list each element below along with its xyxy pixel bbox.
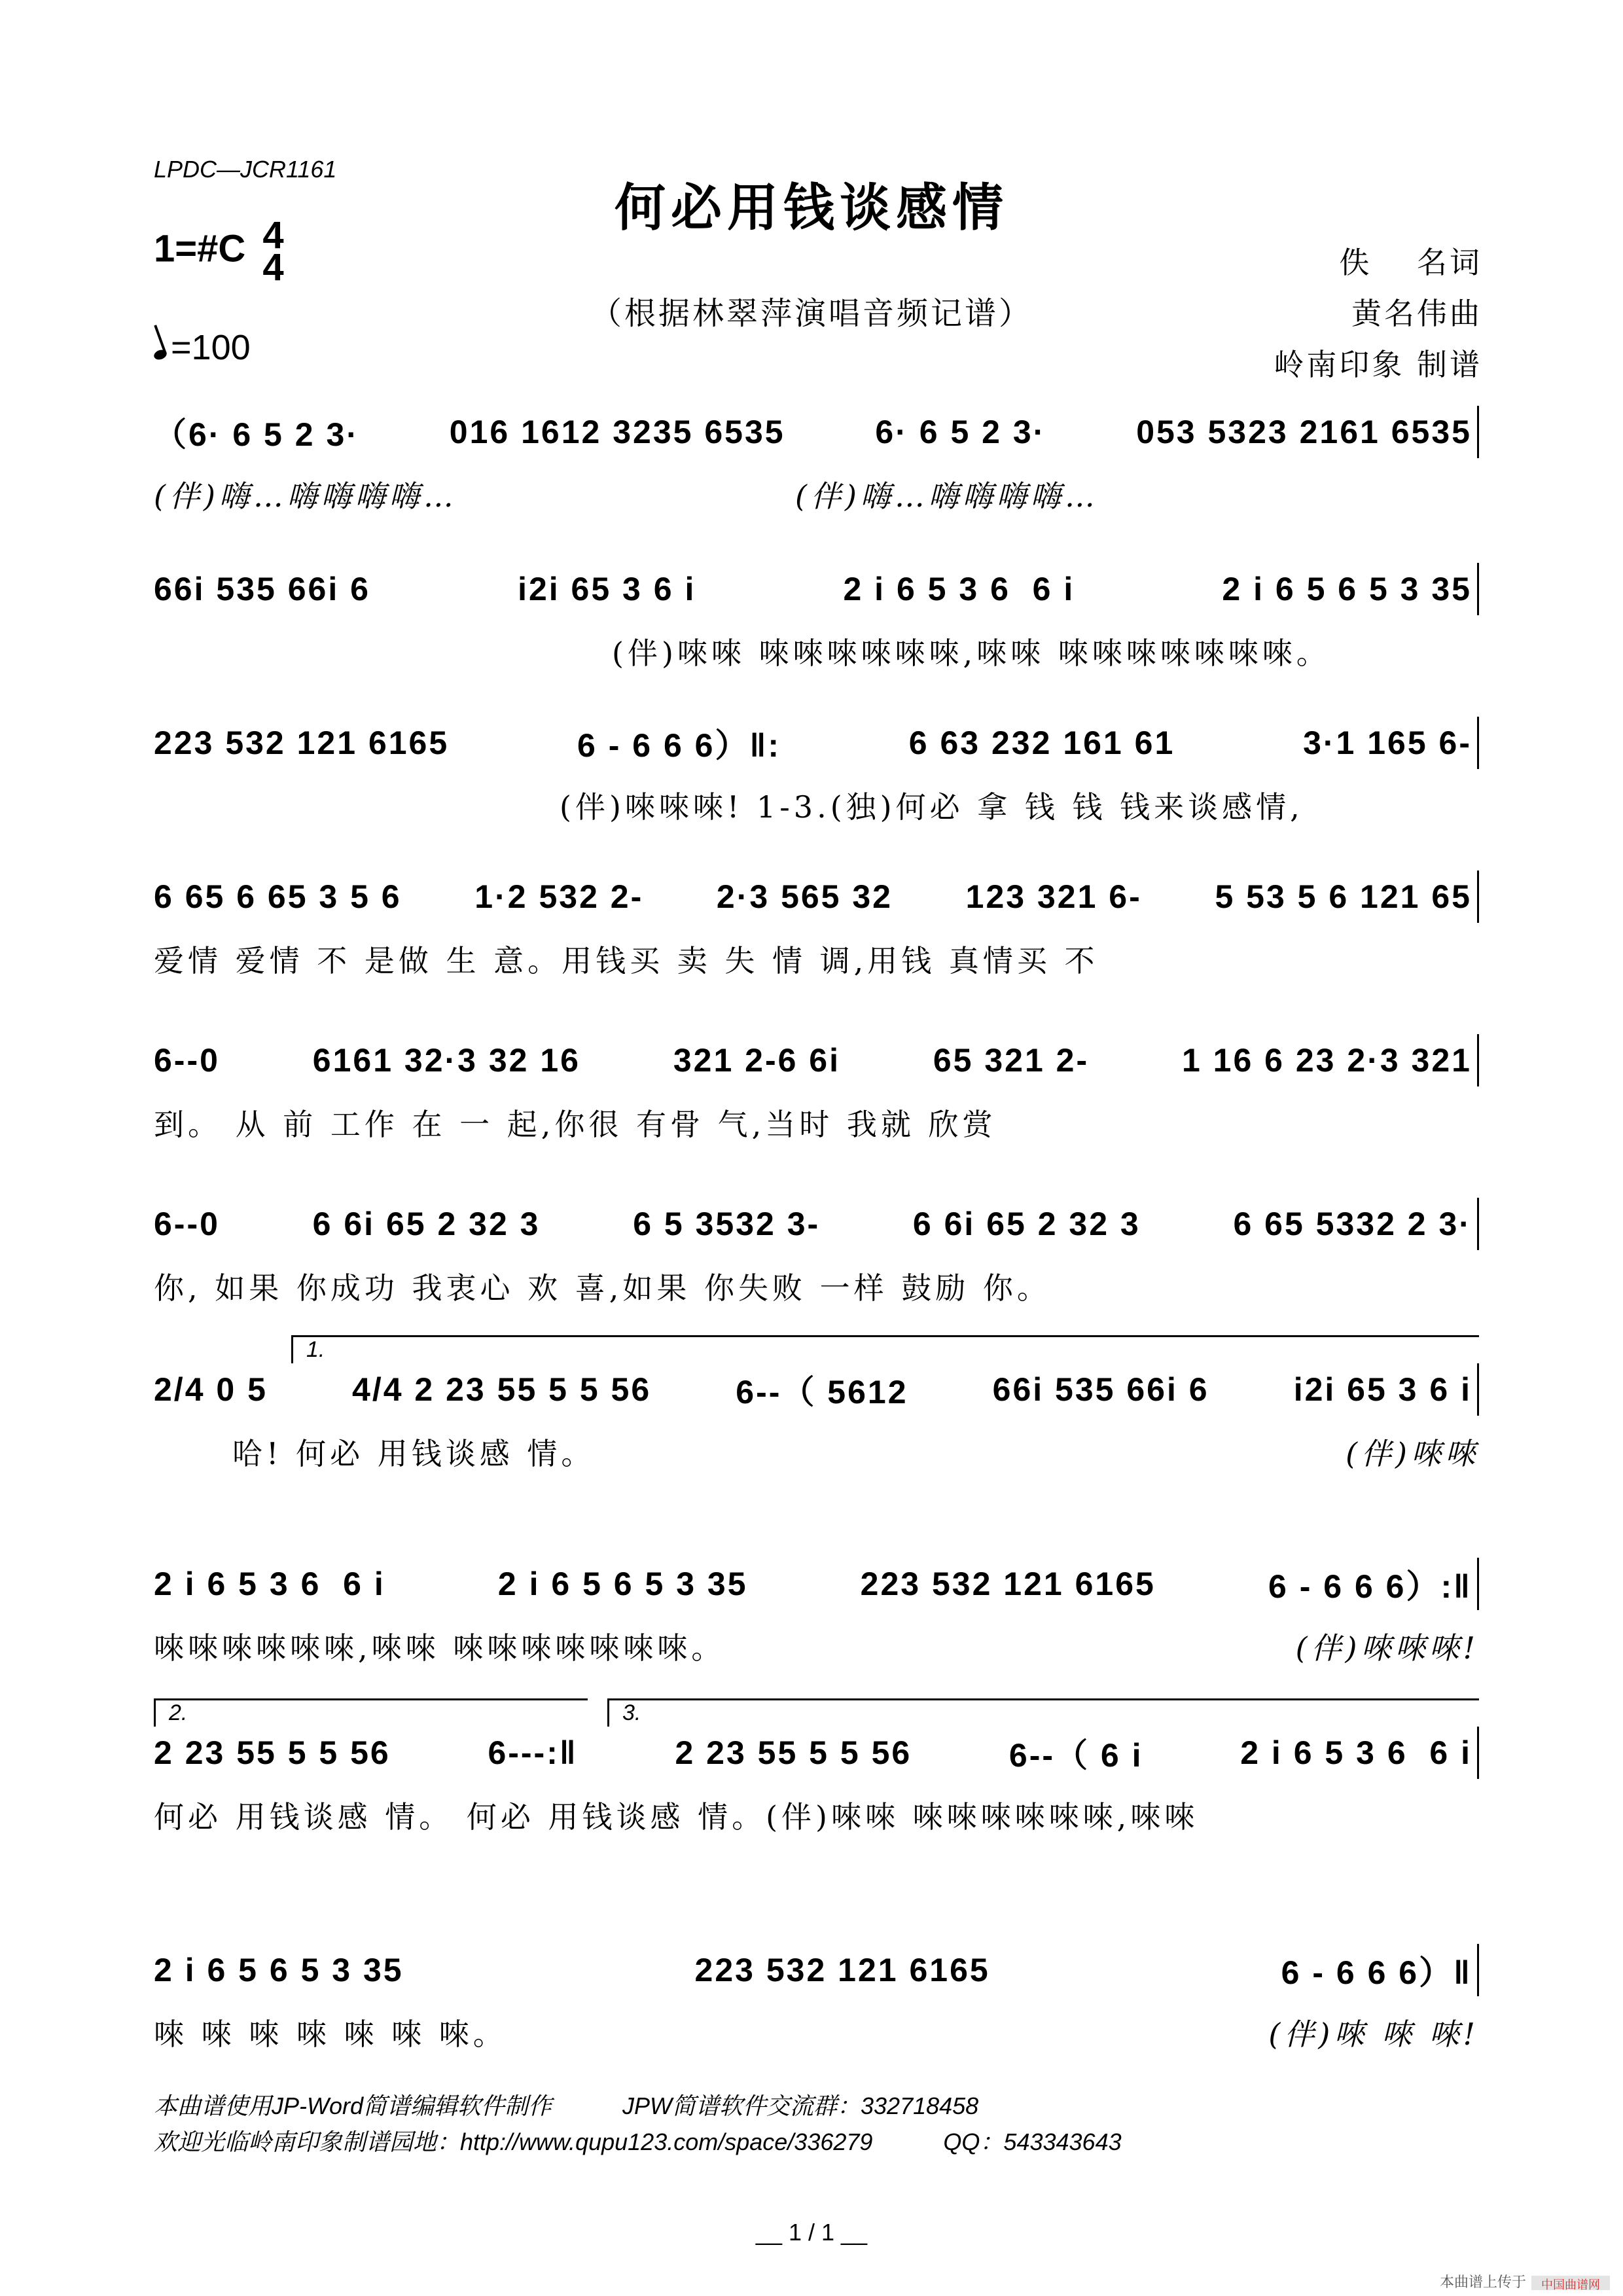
measure: 053 5323 2161 6535 bbox=[1136, 414, 1472, 450]
lyric-line bbox=[154, 1265, 1479, 1308]
measure: 2 i 6 5 6 5 3 35 bbox=[497, 1566, 748, 1602]
measure: 6 - 6 6 6）‖: bbox=[577, 727, 781, 764]
lyricist-credit: 佚 名词 bbox=[1339, 245, 1482, 280]
score-system-5 bbox=[154, 1034, 1479, 1144]
score-serial: LPDC—JCR1161 bbox=[154, 156, 337, 183]
measure: 6161 32·3 32 16 bbox=[312, 1042, 580, 1079]
lyric-segment: 你, 如果 你成功 我衷心 欢 喜,如果 你失败 一样 鼓励 你。 bbox=[154, 1270, 1051, 1306]
measure: 6 5 3532 3- bbox=[633, 1206, 821, 1242]
lyric-segment: (伴)唻唻唻! bbox=[1295, 1630, 1479, 1666]
time-signature bbox=[262, 214, 284, 289]
time-bottom: 4 bbox=[262, 246, 284, 289]
notation-line bbox=[154, 406, 1479, 458]
song-title: 何必用钱谈感情 bbox=[614, 178, 1008, 238]
notation-line bbox=[154, 717, 1479, 769]
credits bbox=[1274, 237, 1482, 390]
measure: 2 23 55 5 5 56 bbox=[675, 1734, 912, 1771]
notation-line bbox=[154, 1198, 1479, 1250]
lyric-line bbox=[154, 1430, 1479, 1473]
notation-line bbox=[154, 1034, 1479, 1086]
lyric-segment: 唻唻唻唻唻唻,唻唻 唻唻唻唻唻唻唻。 bbox=[154, 1630, 726, 1666]
measure: 2 i 6 5 6 5 3 35 bbox=[154, 1952, 404, 1988]
lyric-segment: 唻 唻 唻 唻 唻 唻 唻。 bbox=[154, 2017, 507, 2052]
measure: 4/4 2 23 55 5 5 56 bbox=[352, 1371, 652, 1408]
measure: 6--0 bbox=[154, 1042, 220, 1079]
measure: 6--（ 6 i bbox=[1008, 1737, 1143, 1774]
quarter-note-icon bbox=[152, 348, 168, 361]
footer-software-note: 本曲谱使用JP-Word简谱编辑软件制作 JPW简谱软件交流群：332718458 bbox=[154, 2092, 979, 2119]
measure: 6 - 6 6 6）‖ bbox=[1281, 1954, 1472, 1991]
score-system-3 bbox=[154, 717, 1479, 827]
song-subtitle: （根据林翠萍演唱音频记谱） bbox=[590, 295, 1033, 332]
key-label: 1=#C bbox=[154, 227, 246, 270]
measure: 223 532 121 6165 bbox=[154, 725, 450, 761]
score-system-9 bbox=[154, 1698, 1479, 1837]
lyric-line bbox=[154, 473, 1479, 516]
score-system-6 bbox=[154, 1198, 1479, 1308]
site-logo: 中国曲谱网 bbox=[1531, 2276, 1610, 2290]
measure: 3·1 165 6- bbox=[1303, 725, 1472, 761]
volta-row bbox=[154, 1698, 1479, 1727]
measure: 223 532 121 6165 bbox=[694, 1952, 990, 1988]
measure: 223 532 121 6165 bbox=[860, 1566, 1156, 1602]
measure: 321 2-6 6i bbox=[673, 1042, 840, 1079]
measure: 6 - 6 6 6）:‖ bbox=[1268, 1568, 1472, 1605]
lyric-line bbox=[154, 1793, 1479, 1837]
composer-credit: 黄名伟曲 bbox=[1351, 296, 1482, 331]
measure: 2 i 6 5 3 6 6 i bbox=[1240, 1734, 1472, 1771]
measure: 1·2 532 2- bbox=[474, 878, 644, 915]
measure: 6---:‖ bbox=[488, 1734, 578, 1771]
measure: 6 65 6 65 3 5 6 bbox=[154, 878, 402, 915]
measure: 016 1612 3235 6535 bbox=[449, 414, 785, 450]
score-system-1 bbox=[154, 406, 1479, 516]
measure: i2i 65 3 6 i bbox=[1293, 1371, 1472, 1408]
site-watermark bbox=[1440, 2271, 1610, 2291]
measure: 2 23 55 5 5 56 bbox=[154, 1734, 391, 1771]
measure: 6 6i 65 2 32 3 bbox=[912, 1206, 1141, 1242]
measure: （6· 6 5 2 3· bbox=[154, 416, 359, 453]
score-system-7 bbox=[154, 1335, 1479, 1473]
notation-line bbox=[154, 1558, 1479, 1610]
score-system-4 bbox=[154, 870, 1479, 980]
watermark-text: 本曲谱上传于 bbox=[1439, 2274, 1526, 2290]
measure: 6 65 5332 2 3· bbox=[1233, 1206, 1472, 1242]
measure: 1 16 6 23 2·3 321 bbox=[1181, 1042, 1472, 1079]
notation-line bbox=[154, 870, 1479, 923]
lyric-line bbox=[154, 1624, 1479, 1668]
lyric-line bbox=[154, 937, 1479, 980]
measure: 2 i 6 5 6 5 3 35 bbox=[1222, 571, 1472, 607]
lyric-segment: (伴)嗨…嗨嗨嗨嗨… bbox=[795, 478, 1099, 514]
measure: 2 i 6 5 3 6 6 i bbox=[154, 1566, 385, 1602]
measure: 2/4 0 5 bbox=[154, 1371, 268, 1408]
lyric-segment: 到。 从 前 工作 在 一 起,你很 有骨 气,当时 我就 欣赏 bbox=[154, 1107, 997, 1142]
lyric-segment: (伴)唻唻唻! 1-3.(独)何必 拿 钱 钱 钱来谈感情, bbox=[560, 789, 1304, 825]
volta-bracket-1: 1. bbox=[291, 1335, 1479, 1363]
score-system-10 bbox=[154, 1944, 1479, 2054]
score-system-2 bbox=[154, 563, 1479, 673]
lyric-segment: (伴)嗨…嗨嗨嗨嗨… bbox=[154, 478, 457, 514]
footer-website-note: 欢迎光临岭南印象制谱园地：http://www.qupu123.com/space/336279 QQ：543343643 bbox=[154, 2128, 1122, 2155]
transcriber-credit: 岭南印象 制谱 bbox=[1274, 347, 1482, 382]
lyric-line bbox=[154, 2011, 1479, 2054]
key-signature bbox=[154, 214, 284, 289]
measure: 2·3 565 32 bbox=[716, 878, 893, 915]
score-system-8 bbox=[154, 1558, 1479, 1668]
measure: 6--0 bbox=[154, 1206, 220, 1242]
measure: 6 63 232 161 61 bbox=[908, 725, 1175, 761]
lyric-segment: 哈! 何必 用钱谈感 情。 bbox=[232, 1436, 596, 1471]
measure: 6 6i 65 2 32 3 bbox=[312, 1206, 541, 1242]
volta-bracket-2: 2. bbox=[154, 1698, 588, 1727]
measure: 6--（ 5612 bbox=[736, 1374, 908, 1410]
volta-bracket-3: 3. bbox=[607, 1698, 1479, 1727]
time-top: 4 bbox=[262, 214, 284, 257]
measure: 6· 6 5 2 3· bbox=[875, 414, 1046, 450]
tempo-value: =100 bbox=[171, 328, 251, 367]
measure: 66i 535 66i 6 bbox=[992, 1371, 1209, 1408]
lyric-segment: 爱情 爱情 不 是做 生 意。用钱买 卖 失 情 调,用钱 真情买 不 bbox=[154, 943, 1099, 978]
measure: 2 i 6 5 3 6 6 i bbox=[843, 571, 1075, 607]
measure: 65 321 2- bbox=[933, 1042, 1090, 1079]
lyric-segment: (伴)唻 唻 唻! bbox=[1268, 2017, 1479, 2052]
lyric-segment: (伴)唻唻 bbox=[1346, 1436, 1479, 1471]
page-number: __ 1 / 1 __ bbox=[755, 2219, 868, 2246]
tempo-marking bbox=[154, 327, 251, 368]
notation-line bbox=[154, 1363, 1479, 1416]
measure: 66i 535 66i 6 bbox=[154, 571, 370, 607]
notation-line bbox=[154, 1944, 1479, 1996]
notation-line bbox=[154, 563, 1479, 615]
notation-line bbox=[154, 1727, 1479, 1779]
lyric-line bbox=[154, 1101, 1479, 1144]
lyric-line bbox=[154, 630, 1479, 673]
measure: i2i 65 3 6 i bbox=[518, 571, 696, 607]
lyric-line bbox=[154, 783, 1479, 827]
measure: 123 321 6- bbox=[965, 878, 1142, 915]
measure: 5 53 5 6 121 65 bbox=[1215, 878, 1472, 915]
lyric-segment: 何必 用钱谈感 情。 何必 用钱谈感 情。(伴)唻唻 唻唻唻唻唻唻,唻唻 bbox=[154, 1799, 1199, 1835]
lyric-segment: (伴)唻唻 唻唻唻唻唻唻,唻唻 唻唻唻唻唻唻唻。 bbox=[612, 636, 1330, 671]
